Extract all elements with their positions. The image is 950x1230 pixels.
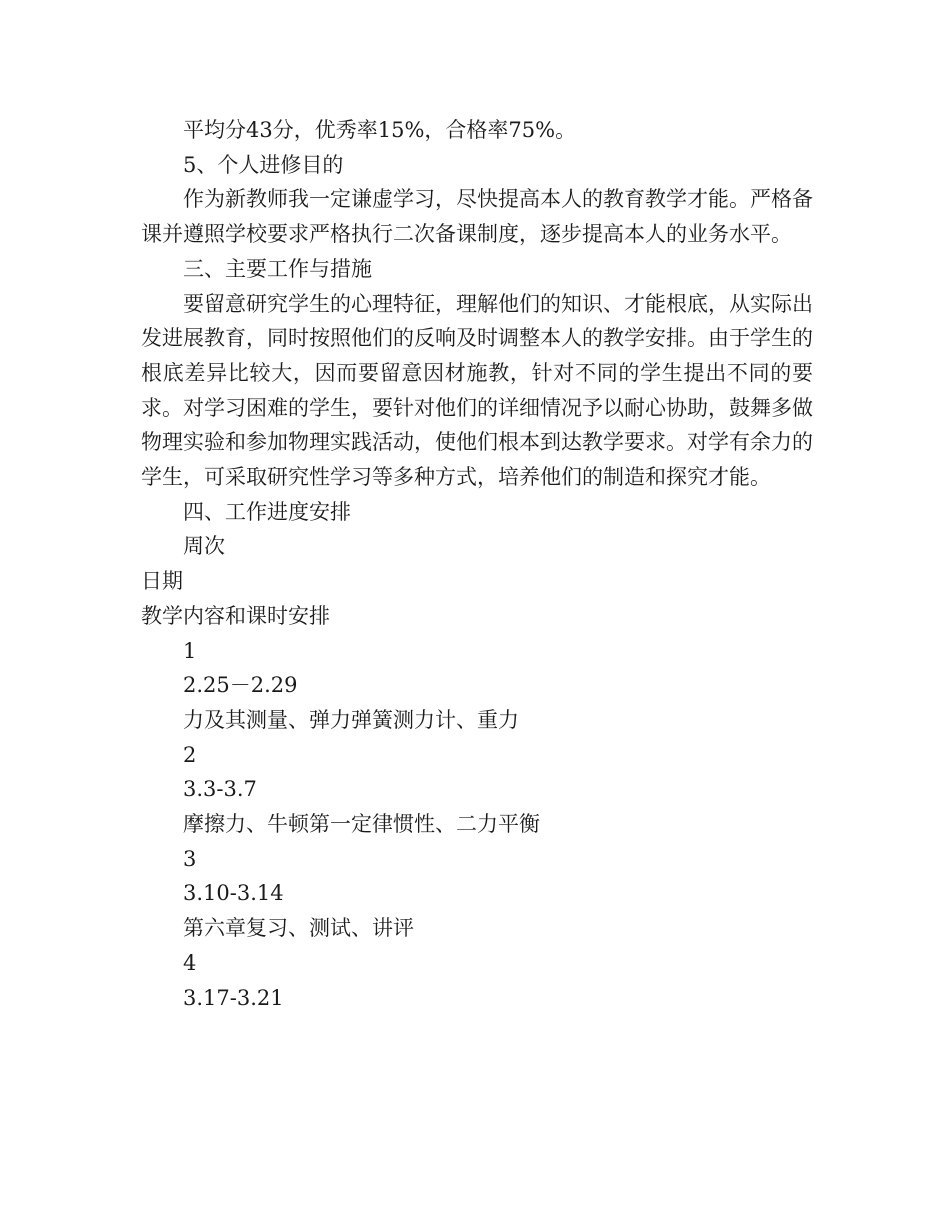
schedule-header-date: 日期 [141,569,183,594]
heading-schedule: 四、工作进度安排 [183,499,351,524]
schedule-date: 3.3-3.7 [183,777,257,802]
schedule-header-week: 周次 [183,534,225,559]
schedule-header-content: 教学内容和课时安排 [141,603,330,628]
heading-personal-goal: 5、个人进修目的 [183,152,344,177]
schedule-date: 3.10-3.14 [183,881,284,906]
schedule-date: 2.25－2.29 [183,673,298,698]
document-body [141,113,813,1015]
schedule-date: 3.17-3.21 [183,985,284,1010]
paragraph-main-work: 要留意研究学生的心理特征，理解他们的知识、才能根底，从实际出发进展教育，同时按照他们的反响及时调整本人的教学安排。由于学生的根底差异比较大，因而要留意因材施教，针对不同的学生提出不同的要求。对学习困难的学生，要针对他们的详细情况予以耐心协助，鼓舞多做物理实验和参加物理实践活动，使他们根本到达教学要求。对学有余力的学生，可采取研究性学习等多种方式，培养他们的制造和探究才能。 [141,291,813,490]
paragraph-personal-goal: 作为新教师我一定谦虚学习，尽快提高本人的教育教学才能。严格备课并遵照学校要求严格执行二次备课制度，逐步提高本人的业务水平。 [141,187,813,247]
schedule-week: 2 [183,742,197,767]
schedule-week: 1 [183,638,197,663]
schedule-content: 摩擦力、牛顿第一定律惯性、二力平衡 [183,812,540,837]
schedule-content: 第六章复习、测试、讲评 [183,916,414,941]
schedule-content: 力及其测量、弹力弹簧测力计、重力 [183,707,519,732]
heading-main-work: 三、主要工作与措施 [183,256,372,281]
paragraph-score-summary: 平均分43分，优秀率15%，合格率75%。 [183,118,577,142]
schedule-week: 3 [183,846,197,871]
schedule-week: 4 [183,950,197,975]
